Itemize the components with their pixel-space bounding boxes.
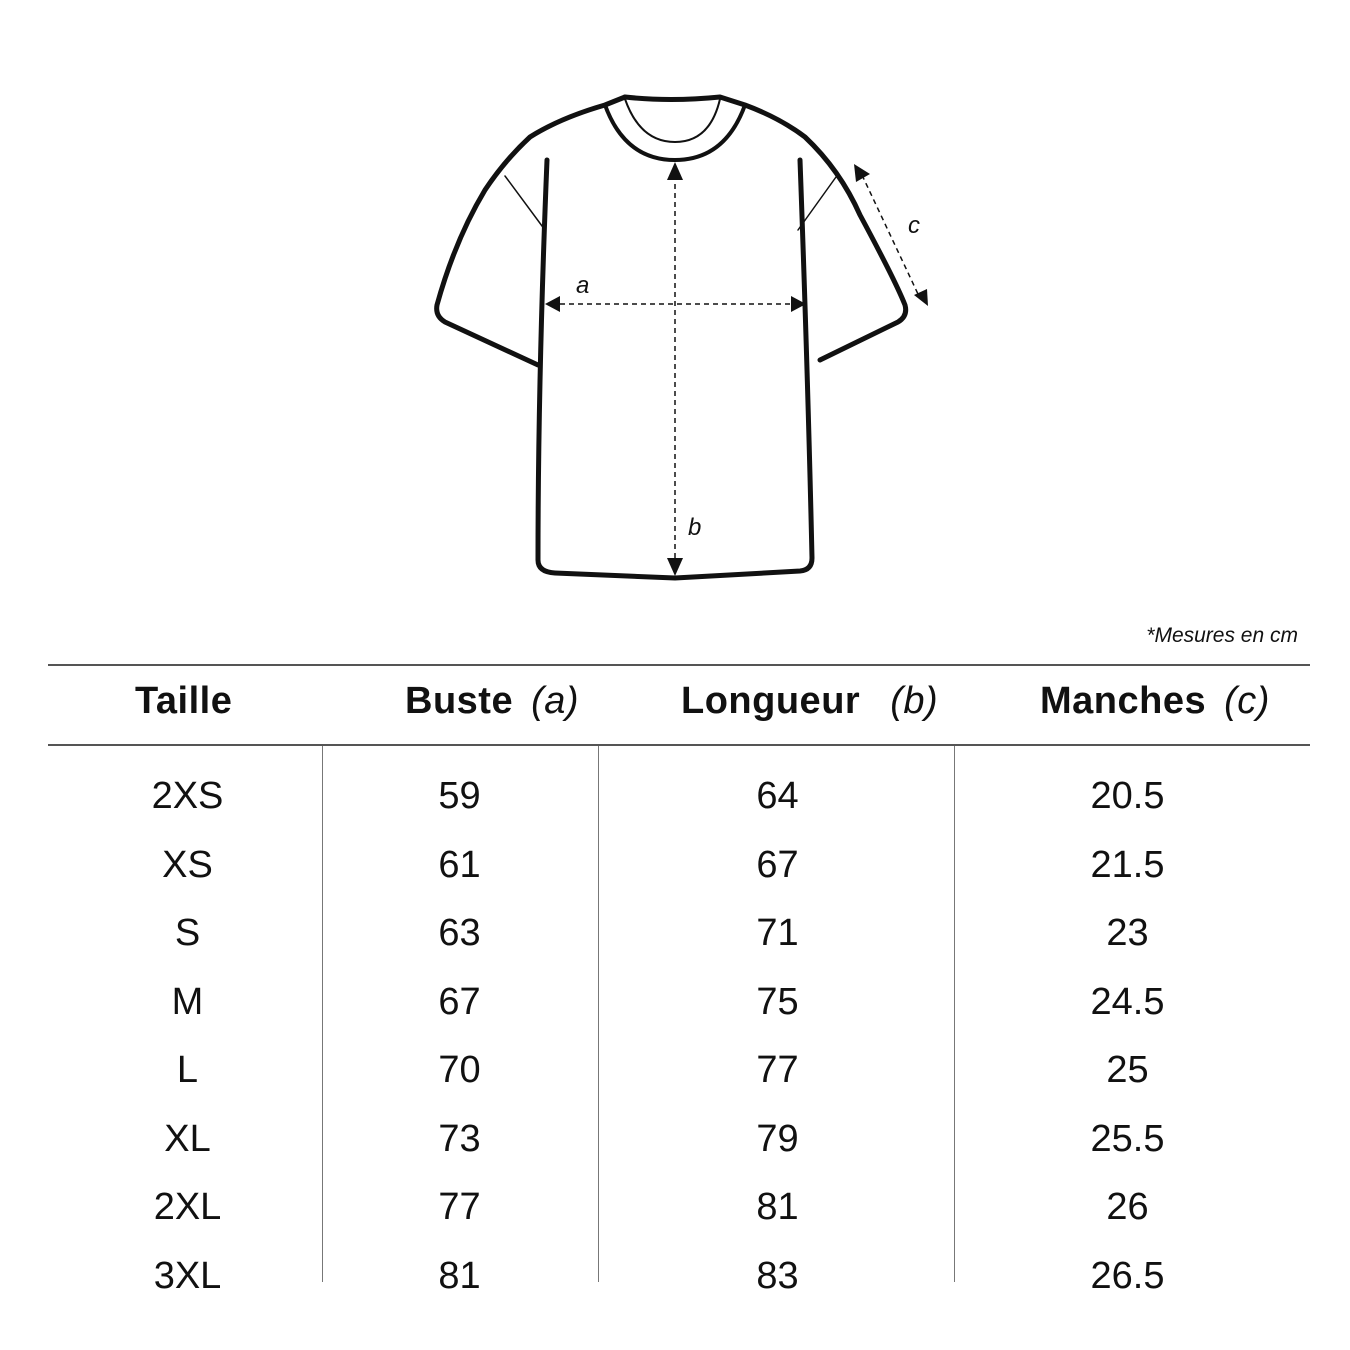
cell-longueur: 71 bbox=[756, 912, 799, 954]
cell-buste: 73 bbox=[438, 1117, 481, 1160]
cell-manches: 25.5 bbox=[1090, 1117, 1165, 1160]
cell-buste: 81 bbox=[438, 1254, 481, 1297]
cell-taille: XS bbox=[162, 843, 213, 886]
cell-longueur: 64 bbox=[756, 775, 799, 817]
tshirt-measurement-diagram bbox=[420, 80, 950, 590]
cell-taille: 2XS bbox=[151, 775, 224, 817]
column-manches bbox=[1040, 766, 1215, 1314]
label-b: b bbox=[688, 514, 702, 541]
label-a: a bbox=[576, 272, 590, 299]
label-c: c bbox=[908, 212, 920, 239]
cell-manches: 23 bbox=[1106, 912, 1149, 954]
header-manches: Manches (c) bbox=[1040, 680, 1270, 722]
cell-buste: 59 bbox=[438, 775, 481, 817]
cell-taille: 2XL bbox=[153, 1186, 222, 1228]
table-top-rule bbox=[48, 664, 1310, 666]
column-divider bbox=[598, 746, 599, 1282]
cell-manches: 24.5 bbox=[1090, 980, 1165, 1023]
cell-buste: 67 bbox=[438, 980, 481, 1023]
column-divider bbox=[322, 746, 323, 1282]
table-header-rule bbox=[48, 744, 1310, 746]
cell-manches: 25 bbox=[1106, 1049, 1149, 1091]
cell-taille: 3XL bbox=[153, 1254, 222, 1297]
cell-longueur: 77 bbox=[756, 1049, 799, 1091]
cell-manches: 26.5 bbox=[1090, 1254, 1165, 1297]
cell-taille: XL bbox=[164, 1117, 211, 1160]
header-taille: Taille bbox=[135, 680, 233, 722]
cell-manches: 21.5 bbox=[1090, 843, 1165, 886]
cell-manches: 26 bbox=[1106, 1186, 1149, 1228]
cell-manches: 20.5 bbox=[1090, 775, 1165, 817]
header-buste: Buste (a) bbox=[405, 680, 580, 722]
column-divider bbox=[954, 746, 955, 1282]
cell-longueur: 81 bbox=[756, 1186, 799, 1228]
cell-longueur: 83 bbox=[756, 1254, 799, 1297]
cell-taille: S bbox=[174, 912, 201, 954]
tshirt-icon bbox=[420, 80, 950, 590]
cell-longueur: 79 bbox=[756, 1117, 799, 1160]
cell-longueur: 75 bbox=[756, 980, 799, 1023]
header-longueur: Longueur (b) bbox=[681, 680, 939, 722]
cell-buste: 77 bbox=[438, 1186, 481, 1228]
units-note: *Mesures en cm bbox=[1146, 624, 1298, 647]
cell-buste: 61 bbox=[438, 843, 481, 886]
cell-buste: 63 bbox=[438, 912, 481, 954]
cell-longueur: 67 bbox=[756, 843, 799, 886]
cell-buste: 70 bbox=[438, 1049, 481, 1091]
column-taille bbox=[100, 766, 275, 1314]
column-longueur bbox=[690, 766, 865, 1314]
column-buste bbox=[372, 766, 547, 1314]
cell-taille: L bbox=[176, 1049, 199, 1091]
cell-taille: M bbox=[171, 980, 204, 1023]
